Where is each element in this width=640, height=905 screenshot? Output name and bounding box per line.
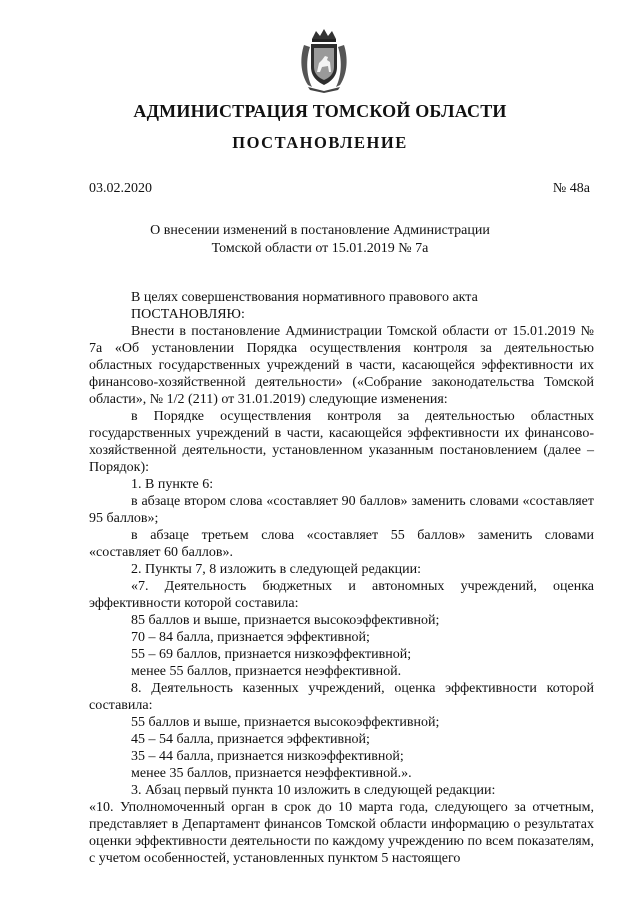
- paragraph: 2. Пункты 7, 8 изложить в следующей редакции:: [131, 562, 422, 577]
- coat-of-arms-icon: [298, 27, 350, 93]
- list-item: 55 – 69 баллов, признается низкоэффективной;: [131, 647, 412, 662]
- paragraph: 1. В пункте 6:: [131, 477, 214, 492]
- list-item: менее 55 баллов, признается неэффективной.: [131, 664, 402, 679]
- paragraph-resolve: ПОСТАНОВЛЯЮ:: [131, 307, 245, 322]
- paragraph: в абзаце втором слова «составляет 90 баллов» заменить словами «составляет 95 баллов»;: [89, 494, 594, 526]
- organization-name: АДМИНИСТРАЦИЯ ТОМСКОЙ ОБЛАСТИ: [133, 101, 507, 121]
- list-item: 35 – 44 балла, признается низкоэффективной;: [131, 749, 404, 764]
- paragraph: «10. Уполномоченный орган в срок до 10 марта года, следующего за отчетным, представляет в Департамент финансов Томской области информацию о результатах оценки эффективности деятельности по каждому учреждению по всем показателям, с учетом особенностей, установленных пунктом 5 настоящего: [89, 800, 594, 866]
- document-number: № 48а: [552, 181, 590, 196]
- paragraph: В целях совершенствования нормативного правового акта: [131, 290, 478, 305]
- paragraph: «7. Деятельность бюджетных и автономных учреждений, оценка эффективности которой составила:: [89, 579, 594, 611]
- document-date: 03.02.2020: [89, 181, 152, 196]
- document-title: [0, 222, 640, 258]
- document-type: ПОСТАНОВЛЕНИЕ: [232, 133, 408, 152]
- paragraph: Внести в постановление Администрации Томской области от 15.01.2019 № 7а «Об установлении Порядка осуществления контроля за деятельностью областных государственных учреждений в части, касающейся эффективности их финансово-хозяйственной деятельности» («Собрание законодательства Томской области», № 1/2 (211) от 31.01.2019) следующие изменения:: [89, 324, 594, 407]
- title-line: О внесении изменений в постановление Администрации: [150, 223, 490, 238]
- list-item: 70 – 84 балла, признается эффективной;: [131, 630, 370, 645]
- paragraph: 8. Деятельность казенных учреждений, оценка эффективности которой составила:: [89, 681, 594, 713]
- paragraph: 3. Абзац первый пункта 10 изложить в следующей редакции:: [131, 783, 496, 798]
- paragraph: в абзаце третьем слова «составляет 55 баллов» заменить словами «составляет 60 баллов».: [89, 528, 594, 560]
- paragraph: в Порядке осуществления контроля за деятельностью областных государственных учреждений в части, касающейся эффективности их финансово-хозяйственной деятельности, установленном указанным постановлением (далее – Порядок):: [89, 409, 594, 475]
- list-item: 85 баллов и выше, признается высокоэффективной;: [131, 613, 440, 628]
- document-body: [89, 289, 594, 867]
- list-item: 55 баллов и выше, признается высокоэффективной;: [131, 715, 440, 730]
- list-item: менее 35 баллов, признается неэффективной.».: [131, 766, 412, 781]
- list-item: 45 – 54 балла, признается эффективной;: [131, 732, 370, 747]
- title-line: Томской области от 15.01.2019 № 7а: [211, 241, 429, 256]
